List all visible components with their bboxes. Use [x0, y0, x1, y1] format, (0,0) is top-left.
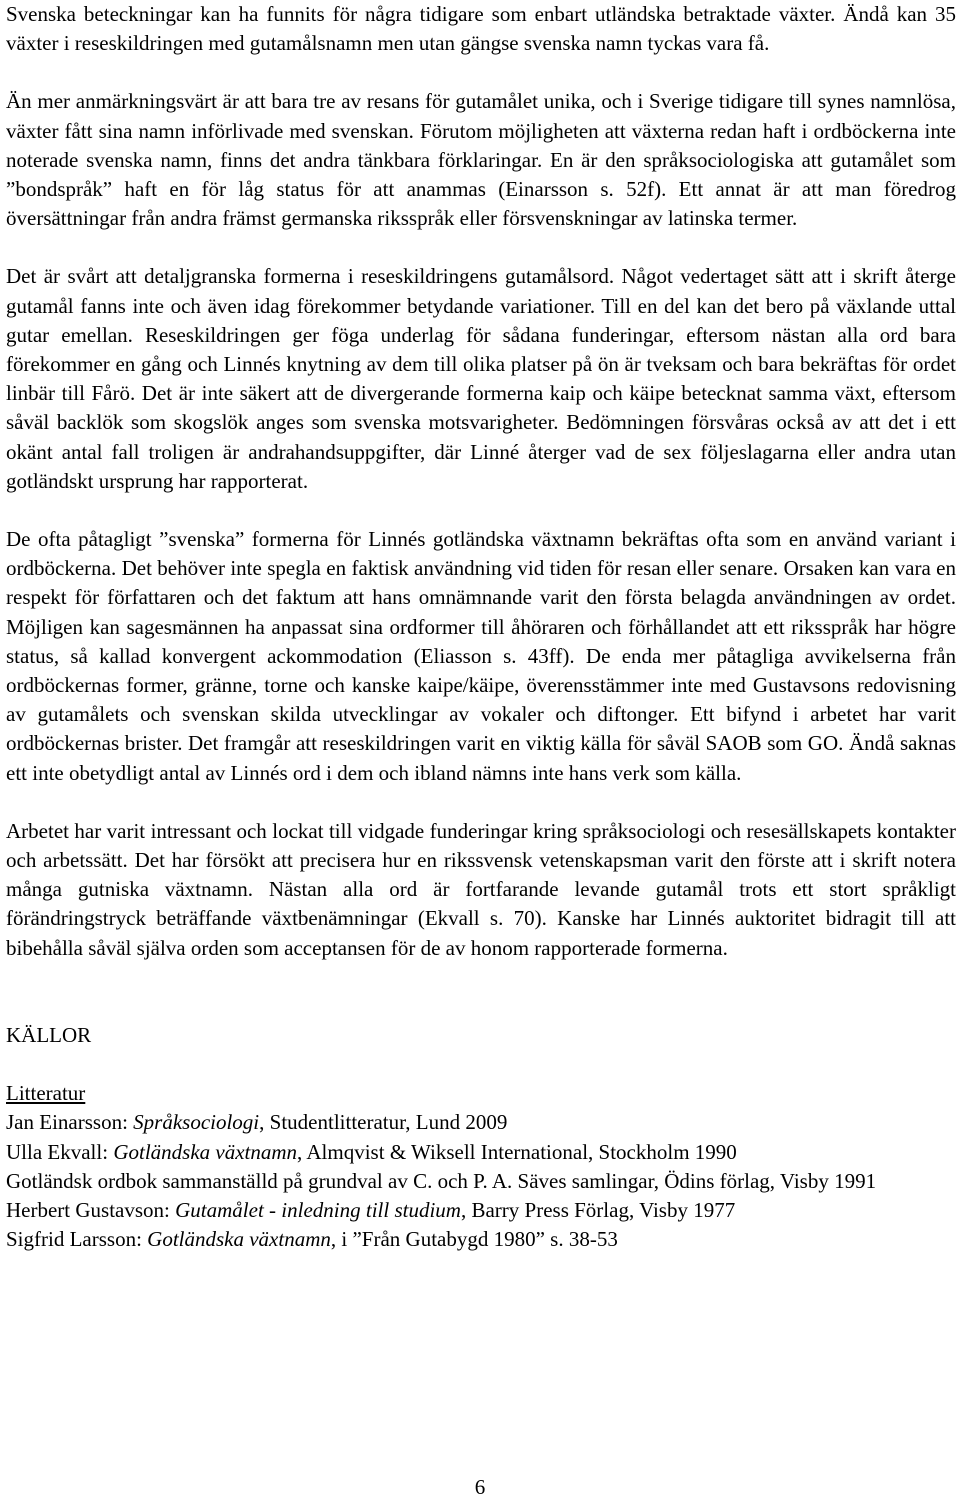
paragraph-3: Det är svårt att detaljgranska formerna i reseskildringens gutamålsord. Något vedertaget sätt att i skrift återge gutamål fanns inte och även idag förekommer betydande variationer. Till en del kan det bero på växlande uttal gutar emellan. Reseskildringen ger föga underlag för sådana funderingar, eftersom nästan alla ord bara förekommer en gång och Linnés knytning av dem till olika platser på ön är tveksam och bara bekräftas för ordet linbär till Fårö. Det är inte säkert att de divergerande formerna kaip och käipe betecknat samma växt, eftersom såväl backlök som skogslök anges som svenska motsvarigheter. Bedömningen försvåras också av att det i ett okänt antal fall troligen är andrahandsuppgifter, där Linné återger vad de sex följeslagarna eller andra utan gotländskt ursprung har rapporterat.: [6, 264, 956, 493]
reference-title: Gotländska växtnamn: [113, 1139, 298, 1164]
reference-title: Språksociologi: [133, 1110, 260, 1135]
paragraph-5: Arbetet har varit intressant och lockat till vidgade funderingar kring språksociologi och resesällskapets kontakter och arbetssätt. Det har försökt att precisera hur en rikssvensk vetenskapsman varit den förste att i skrift notera många gutniska växtnamn. Nästan alla ord är fortfarande levande gutamål trots ett stort språkligt förändringstryck beträffande växtbenämningar (Ekvall s. 70). Kanske har Linnés auktoritet bidragit till att bibehålla såväl själva orden som acceptansen för de av honom rapporterade formerna.: [6, 818, 956, 960]
paragraph-4: De ofta påtagligt ”svenska” formerna för Linnés gotländska växtnamn bekräftas ofta som en använd variant i ordböckerna. Det behöver inte spegla en faktisk användning vid tiden för resan eller senare. Orsaken kan vara en respekt för författaren och det faktum att hans omnämnande varit den första belagda användningen av ordet. Möjligen kan sagesmännen ha anpassat sina ordformer till åhöraren och förhållandet att ett riksspråk har högre status, så kallad konvergent ackommodation (Eliasson s. 43ff). De enda mer påtagliga avvikelserna från ordböckernas former, gränne, torne och kanske kaipe/käipe, överensstämmer inte med Gustavsons redovisning av gutamålets och svenskan skilda utvecklingar av vokaler och diftonger. Ett bifynd i arbetet har varit ordböckernas brister. Det framgår att reseskildringen varit en viktig källa för såväl SAOB som GO. Ändå saknas ett inte obetydligt antal av Linnés ord i dem och ibland nämns inte hans verk som källa.: [6, 527, 956, 785]
paragraph-gap: [6, 233, 956, 262]
paragraph-gap: [6, 58, 956, 87]
reference-item: [6, 1196, 956, 1225]
reference-title: Gotländska växtnamn: [147, 1227, 331, 1252]
reference-details: , Studentlitteratur, Lund 2009: [259, 1110, 508, 1135]
section-gap: [6, 1050, 956, 1079]
document-page: [6, 0, 956, 1254]
reference-author: Sigfrid Larsson:: [6, 1227, 148, 1252]
page-number: 6: [474, 1475, 486, 1499]
reference-item: [6, 1167, 956, 1196]
reference-author: Ulla Ekvall:: [6, 1139, 114, 1164]
paragraph-1: Svenska beteckningar kan ha funnits för några tidigare som enbart utländska betraktade växter. Ändå kan 35 växter i reseskildringen med gutamålsnamn men utan gängse svenska namn tyckas vara få.: [6, 2, 956, 56]
reference-author: Jan Einarsson:: [6, 1110, 134, 1135]
reference-item: [6, 1138, 956, 1167]
literature-subheading: Litteratur: [6, 1081, 86, 1106]
reference-item: [6, 1225, 956, 1254]
reference-title: Gutamålet - inledning till studium: [175, 1197, 461, 1222]
reference-item: [6, 1108, 956, 1137]
paragraph-gap: [6, 788, 956, 817]
reference-details: , i ”Från Gutabygd 1980” s. 38-53: [330, 1227, 618, 1252]
reference-details: , Almqvist & Wiksell International, Stockholm 1990: [297, 1139, 737, 1164]
sources-heading: KÄLLOR: [6, 1022, 92, 1047]
paragraph-2: Än mer anmärkningsvärt är att bara tre av resans för gutamålet unika, och i Sverige tidigare till synes namnlösa, växter fått sina namn införlivade med svenskan. Förutom möjligheten att växterna redan haft i ordböckerna inte noterade svenska namn, finns det andra tänkbara förklaringar. En är den språksociologiska att gutamålet som ”bondspråk” haft en för låg status för att anammas (Einarsson s. 52f). Ett annat är att man föredrog översättningar från andra främst germanska riksspråk eller försvenskningar av latinska termer.: [6, 89, 956, 231]
section-gap: [6, 963, 956, 1021]
reference-author: Herbert Gustavson:: [6, 1197, 176, 1222]
reference-details: Gotländsk ordbok sammanställd på grundval av C. och P. A. Säves samlingar, Ödins förlag, Visby 1991: [6, 1168, 877, 1193]
reference-details: , Barry Press Förlag, Visby 1977: [460, 1197, 736, 1222]
paragraph-gap: [6, 496, 956, 525]
